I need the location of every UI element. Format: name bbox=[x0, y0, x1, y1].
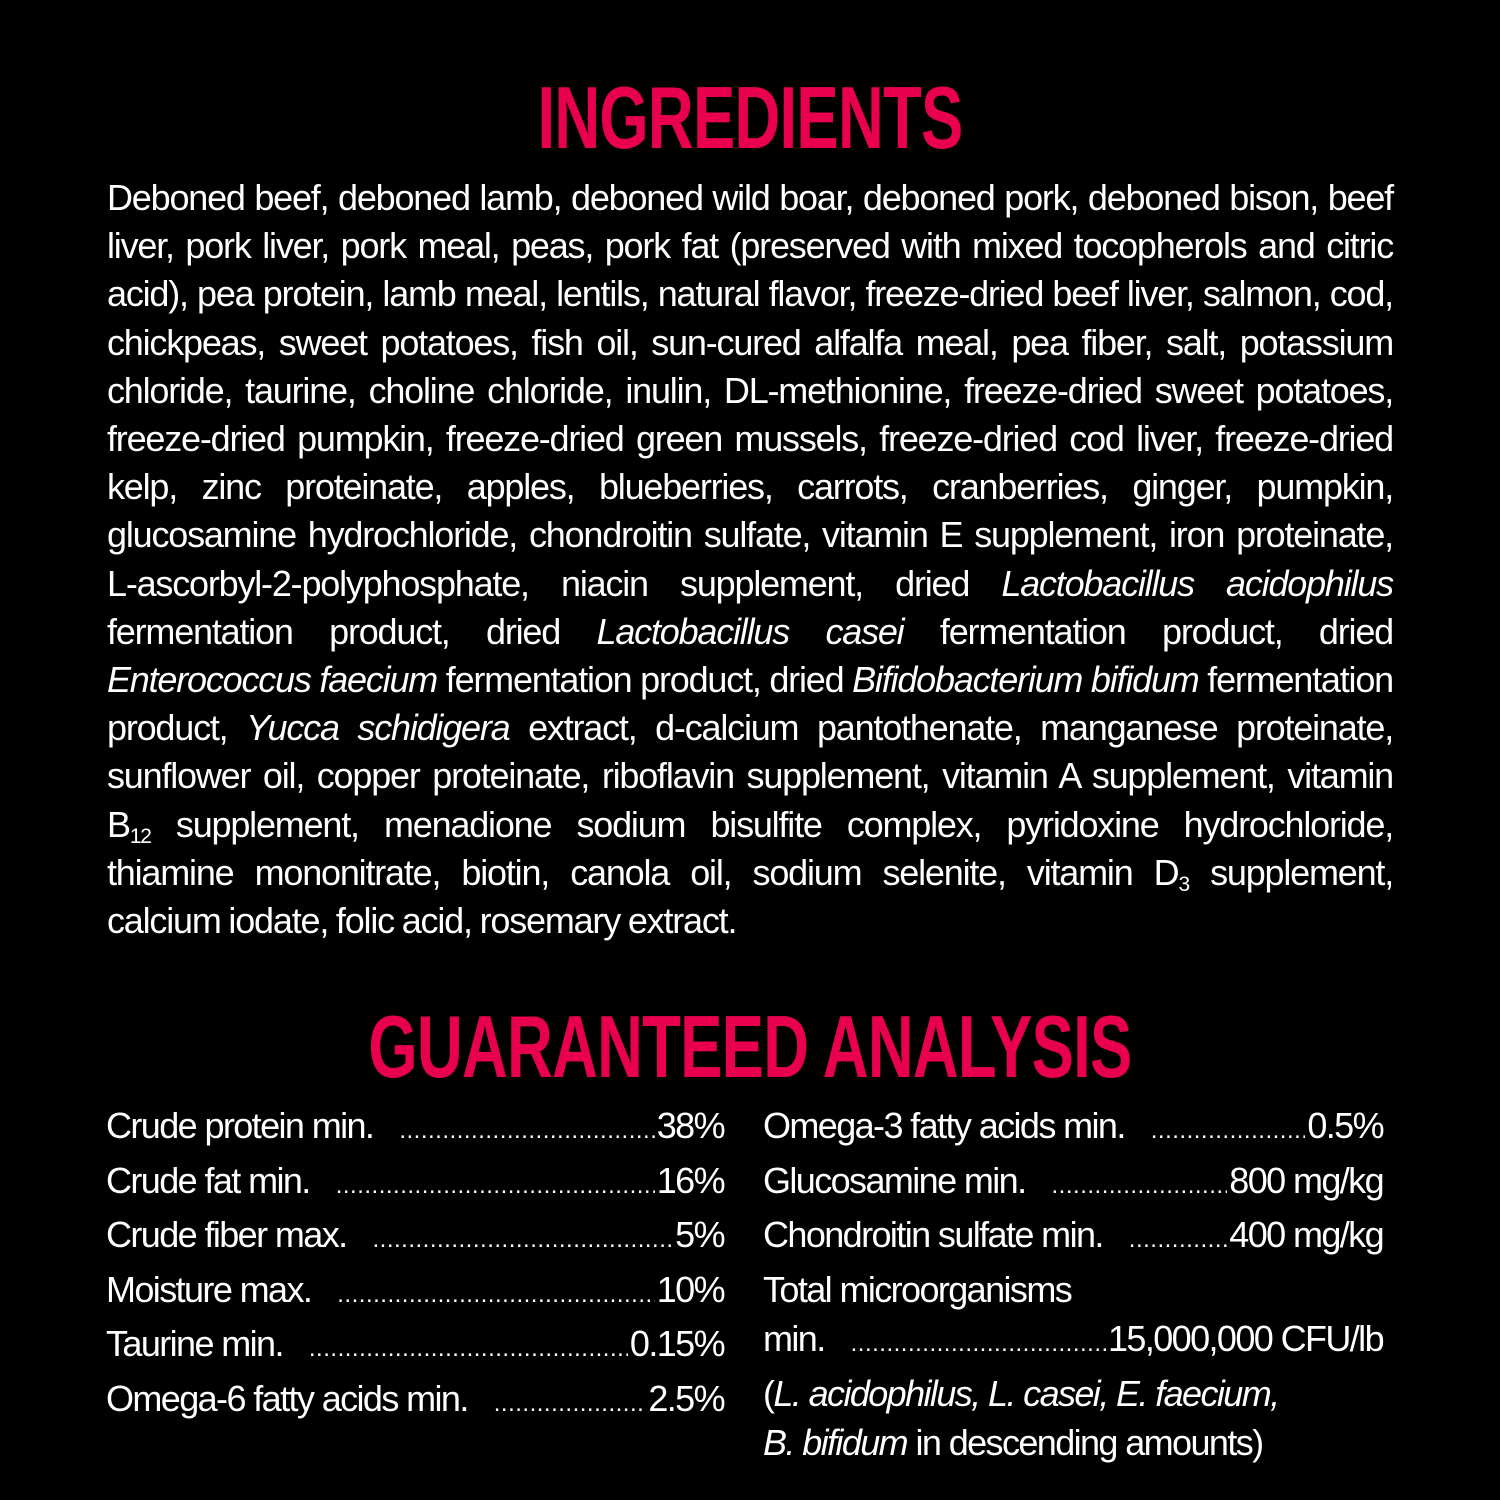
analysis-value: 10% bbox=[656, 1268, 724, 1310]
ingredient-text-run: fermentation product, dried bbox=[903, 610, 1393, 652]
analysis-label: Glucosamine min. bbox=[763, 1159, 1026, 1201]
analysis-label: Crude fat min. bbox=[106, 1159, 310, 1201]
analysis-label: Omega-6 fatty acids min. bbox=[106, 1377, 468, 1419]
ingredients-list bbox=[107, 174, 1393, 945]
analysis-label: Chondroitin sulfate min. bbox=[763, 1214, 1103, 1255]
ingredient-species-name: Yucca schidigera bbox=[246, 707, 510, 749]
analysis-value: 38% bbox=[656, 1105, 724, 1146]
analysis-right-rows bbox=[763, 1101, 1383, 1369]
dot-leader bbox=[309, 1324, 628, 1374]
dot-leader bbox=[373, 1215, 674, 1265]
ingredient-species-name: Bifidobacterium bifidum bbox=[852, 659, 1199, 701]
analysis-row bbox=[763, 1265, 1383, 1315]
analysis-label: min. bbox=[763, 1318, 825, 1359]
analysis-row bbox=[763, 1156, 1383, 1211]
ingredient-text-run: fermentation product, dried bbox=[107, 610, 597, 652]
analysis-label: Moisture max. bbox=[106, 1268, 312, 1310]
analysis-row bbox=[106, 1265, 724, 1320]
analysis-label: Omega-3 fatty acids min. bbox=[763, 1105, 1125, 1146]
ingredient-text-run: extract, d-calcium pantothenate, manganese proteinate, sunflower oil, copper proteinate, riboflavin supplement, vitamin A supplement, vitamin B bbox=[107, 707, 1393, 845]
microorganism-note-line-2 bbox=[763, 1418, 1383, 1468]
dot-leader bbox=[337, 1270, 654, 1320]
analysis-row bbox=[763, 1101, 1383, 1156]
note-species-bifidum: B. bifidum bbox=[763, 1422, 908, 1463]
analysis-value: 400 mg/kg bbox=[1229, 1214, 1383, 1255]
ingredient-species-name: Lactobacillus casei bbox=[596, 610, 904, 652]
ingredients-heading: INGREDIENTS bbox=[537, 68, 963, 167]
analysis-row bbox=[763, 1314, 1383, 1369]
analysis-label: Crude fiber max. bbox=[106, 1214, 347, 1255]
dot-leader bbox=[1129, 1215, 1228, 1265]
dot-leader bbox=[494, 1379, 647, 1429]
analysis-label: Crude protein min. bbox=[106, 1105, 374, 1146]
analysis-value: 5% bbox=[675, 1214, 724, 1255]
microorganism-note-line-1 bbox=[763, 1369, 1383, 1419]
analysis-label: Total microorganisms bbox=[763, 1268, 1072, 1310]
analysis-row bbox=[106, 1210, 724, 1265]
ingredient-species-name: Enterococcus faecium bbox=[107, 659, 438, 701]
ingredient-text-run: supplement, calcium iodate, folic acid, rosemary extract. bbox=[107, 851, 1393, 942]
analysis-row bbox=[106, 1156, 724, 1211]
ingredient-text-run: supplement, menadione sodium bisulfite complex, pyridoxine hydrochloride, thiamine mononitrate, biotin, canola oil, sodium selenite, vitamin D bbox=[107, 803, 1393, 893]
analysis-row bbox=[106, 1101, 724, 1156]
analysis-value: 0.15% bbox=[629, 1323, 724, 1364]
dot-leader bbox=[336, 1161, 655, 1211]
ingredient-species-name: Lactobacillus acidophilus bbox=[1001, 562, 1393, 604]
vitamin-subscript: 3 bbox=[1178, 872, 1189, 896]
analysis-value: 15,000,000 CFU/lb bbox=[1108, 1318, 1383, 1359]
note-open-paren: ( bbox=[763, 1372, 774, 1414]
analysis-value: 800 mg/kg bbox=[1229, 1159, 1383, 1201]
analysis-value: 2.5% bbox=[648, 1377, 724, 1419]
analysis-value: 16% bbox=[656, 1159, 724, 1201]
ingredient-text-run: fermentation product, bbox=[107, 659, 1393, 749]
note-species-list: L. acidophilus, L. casei, E. faecium, bbox=[773, 1372, 1279, 1414]
analysis-row bbox=[106, 1319, 724, 1374]
dot-leader bbox=[851, 1319, 1106, 1369]
dot-leader bbox=[1151, 1106, 1306, 1156]
analysis-left-column bbox=[106, 1101, 724, 1428]
vitamin-subscript: 12 bbox=[129, 824, 151, 848]
ingredient-text-run: fermentation product, dried bbox=[437, 659, 853, 701]
analysis-row bbox=[106, 1374, 724, 1429]
note-descending-text: in descending amounts) bbox=[907, 1422, 1263, 1463]
ingredient-text-run: Deboned beef, deboned lamb, deboned wild boar, deboned pork, deboned bison, beef liver, pork liver, pork meal, peas, pork fat (preserved with mixed tocopherols and citric acid), pea protein, lamb meal, lentils, natural flavor, freeze-dried beef liver, salmon, cod, chickpeas, sweet potatoes, fish oil, sun-cured alfalfa meal, pea fiber, salt, potassium chloride, taurine, choline chloride, inulin, DL-methionine, freeze-dried sweet potatoes, freeze-dried pumpkin, freeze-dried green mussels, freeze-dried cod liver, freeze-dried kelp, zinc proteinate, apples, blueberries, carrots, cranberries, ginger, pumpkin, glucosamine hydrochloride, chondroitin sulfate, vitamin E supplement, iron proteinate, L-ascorbyl-2-polyphosphate, niacin supplement, dried bbox=[107, 177, 1393, 604]
analysis-row bbox=[763, 1210, 1383, 1265]
analysis-label: Taurine min. bbox=[106, 1323, 283, 1364]
guaranteed-analysis-heading: GUARANTEED ANALYSIS bbox=[368, 997, 1132, 1096]
analysis-value: 0.5% bbox=[1307, 1105, 1383, 1146]
dot-leader bbox=[1052, 1161, 1228, 1211]
analysis-right-column bbox=[763, 1101, 1383, 1468]
dot-leader bbox=[399, 1106, 654, 1156]
